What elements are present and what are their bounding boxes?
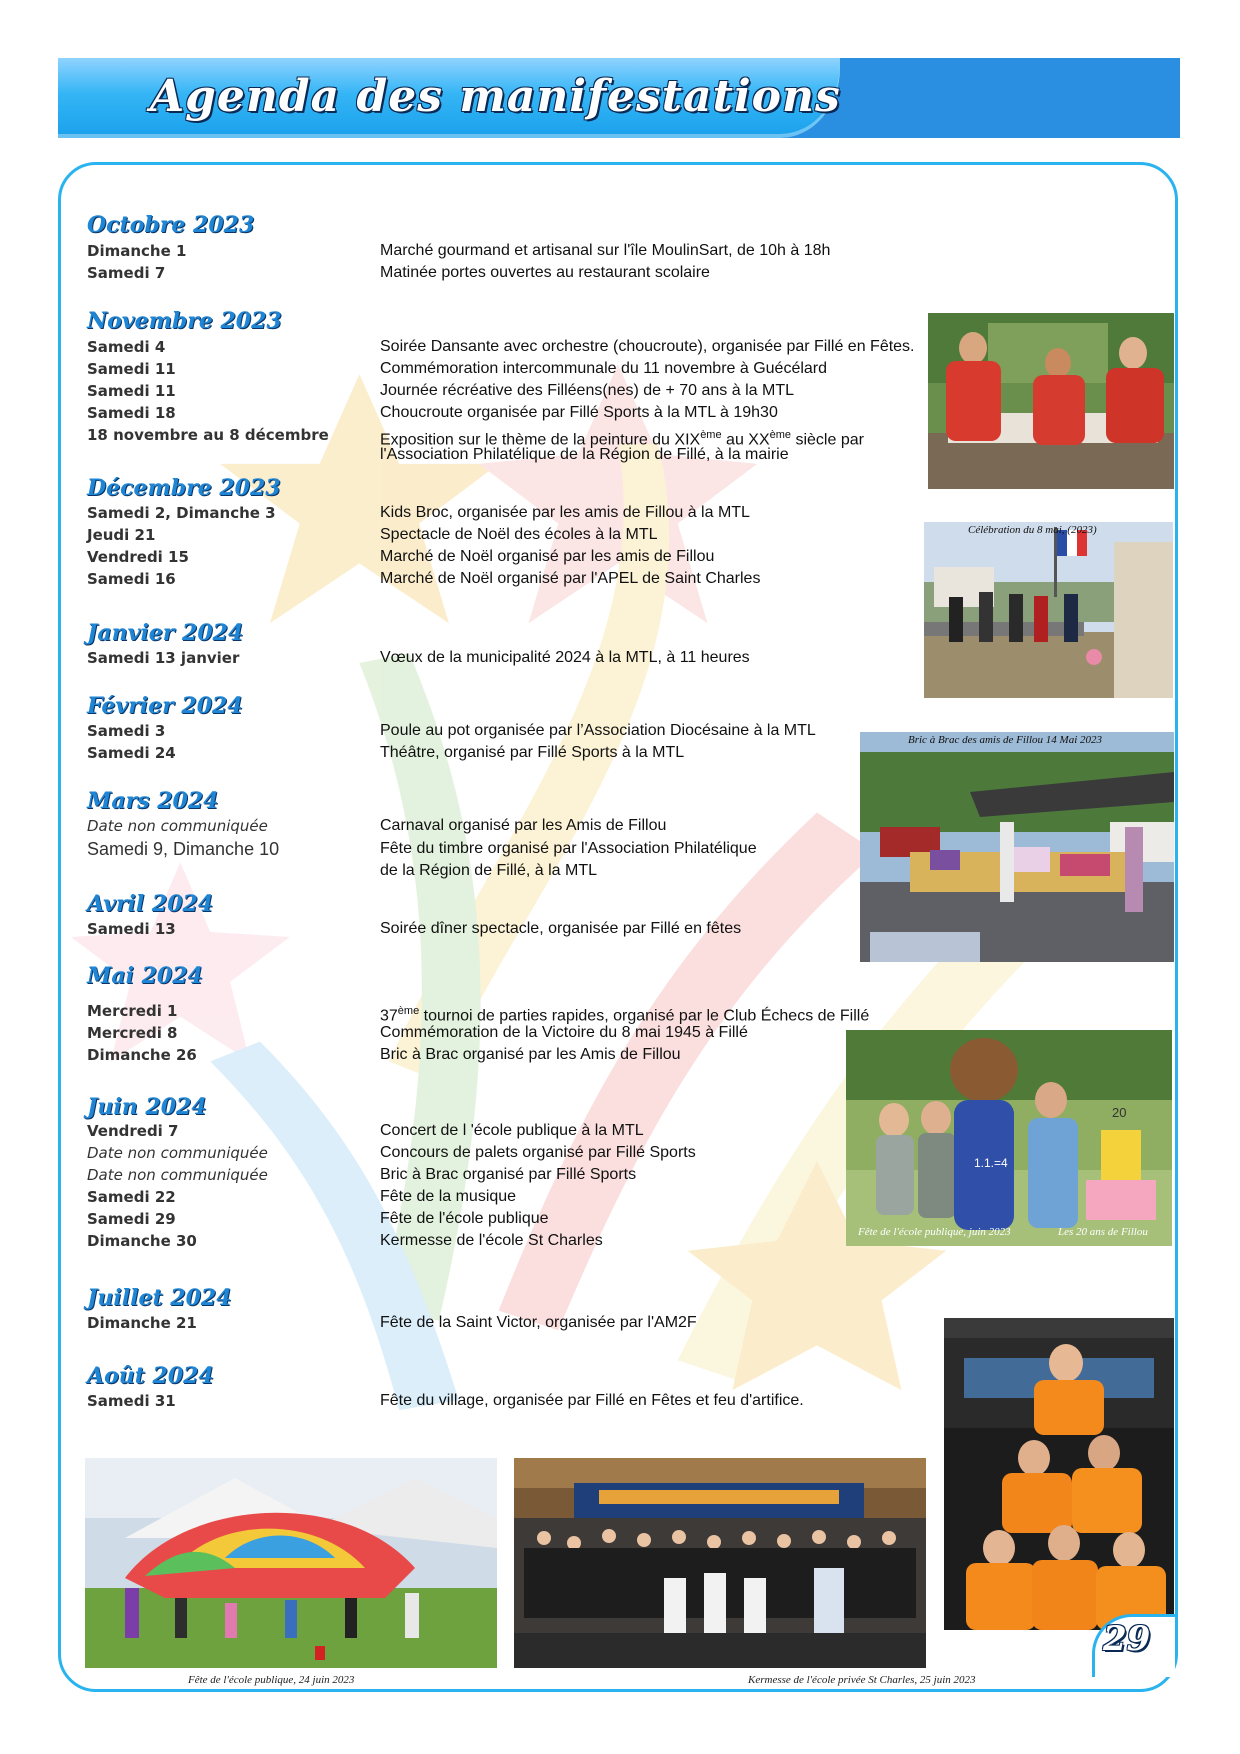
month-heading: Août 2024 [87, 1363, 214, 1389]
event-description: Kids Broc, organisée par les amis de Fillou à la MTL [380, 504, 750, 521]
event-description: Commémoration de la Victoire du 8 mai 1945 à Fillé [380, 1024, 748, 1041]
event-description: Marché de Noël organisé par les amis de Fillou [380, 548, 715, 565]
superscript: ème [700, 429, 722, 441]
event-description: Concours de palets organisé par Fillé Sports [380, 1144, 696, 1161]
event-text-part: 37 [380, 1007, 398, 1025]
event-date: Samedi 18 [87, 404, 176, 422]
photo-spectacle-enfants [944, 1318, 1174, 1630]
month-heading: Mai 2024 [87, 963, 203, 989]
caption-fillou-20-ans: Les 20 ans de Fillou [1058, 1226, 1148, 1238]
caption-fete-ecole: Fête de l'école publique, juin 2023 [858, 1226, 1011, 1238]
event-text-part: siècle par [791, 431, 864, 449]
event-description: Kermesse de l'école St Charles [380, 1232, 603, 1249]
event-description: Fête de l'école publique [380, 1210, 549, 1227]
event-date: Dimanche 26 [87, 1046, 197, 1064]
event-description: Choucroute organisée par Fillé Sports à la MTL à 19h30 [380, 404, 778, 421]
event-description: Théâtre, organisé par Fillé Sports à la MTL [380, 744, 685, 761]
event-description-line2: l'Association Philatélique de la Région de Fillé, à la mairie [380, 446, 789, 463]
photo-fete-ecole-fillou [846, 1030, 1172, 1246]
photo-kermesse-st-charles [514, 1458, 926, 1668]
event-description: Marché gourmand et artisanal sur l'île MoulinSart, de 10h à 18h [380, 242, 831, 259]
month-heading: Décembre 2023 [87, 475, 281, 501]
event-date: Samedi 11 [87, 382, 176, 400]
event-description: Fête de la Saint Victor, organisée par l'AM2F [380, 1314, 697, 1331]
month-heading: Octobre 2023 [87, 212, 255, 238]
event-description: Fête du timbre organisé par l'Association Philatélique [380, 840, 757, 857]
month-heading: Février 2024 [87, 693, 243, 719]
event-description: Matinée portes ouvertes au restaurant scolaire [380, 264, 710, 281]
event-date: Samedi 11 [87, 360, 176, 378]
caption-bottom-mid: Kermesse de l'école privée St Charles, 25 juin 2023 [748, 1674, 976, 1686]
event-date: Samedi 29 [87, 1210, 176, 1228]
bear-number: 1.1.=4 [974, 1156, 1008, 1170]
caption-bottom-left: Fête de l'école publique, 24 juin 2023 [188, 1674, 355, 1686]
event-date: Samedi 31 [87, 1392, 176, 1410]
event-date: Samedi 22 [87, 1188, 176, 1206]
event-date: Samedi 4 [87, 338, 166, 356]
photo-celebration-8-mai [924, 522, 1173, 698]
event-date: Samedi 2, Dimanche 3 [87, 504, 276, 522]
event-description: Spectacle de Noël des écoles à la MTL [380, 526, 658, 543]
month-heading: Juin 2024 [87, 1094, 207, 1120]
event-date: Samedi 24 [87, 744, 176, 762]
photo-parachute-game [85, 1458, 497, 1668]
page-title: Agenda des manifestations [150, 71, 841, 122]
event-description: Carnaval organisé par les Amis de Fillou [380, 817, 667, 834]
event-date: Date non communiquée [87, 817, 268, 835]
event-description-line2: de la Région de Fillé, à la MTL [380, 862, 597, 879]
event-description: Bric à Brac organisé par les Amis de Fillou [380, 1046, 681, 1063]
event-description: Bric à Brac organisé par Fillé Sports [380, 1166, 637, 1183]
event-date: Date non communiquée [87, 1166, 268, 1184]
month-heading: Juillet 2024 [87, 1285, 232, 1311]
event-date: Vendredi 15 [87, 548, 189, 566]
event-date: Dimanche 21 [87, 1314, 197, 1332]
event-date: Samedi 7 [87, 264, 166, 282]
caption-bric-a-brac: Bric à Brac des amis de Fillou 14 Mai 2023 [908, 734, 1103, 746]
event-description: Poule au pot organisée par l’Association Diocésaine à la MTL [380, 722, 816, 739]
page-number: 29 [1103, 1619, 1151, 1659]
event-description: Journée récréative des Filléens(nes) de + 70 ans à la MTL [380, 382, 794, 399]
page-number-tab [1092, 1614, 1175, 1677]
month-heading: Mars 2024 [87, 788, 219, 814]
event-description: Concert de l 'école publique à la MTL [380, 1122, 644, 1139]
superscript: ème [397, 1005, 420, 1017]
event-date: Mercredi 8 [87, 1024, 178, 1042]
event-description: Vœux de la municipalité 2024 à la MTL, à 11 heures [380, 649, 750, 666]
event-description: Soirée Dansante avec orchestre (choucroute), organisée par Fillé en Fêtes. [380, 338, 915, 355]
event-date: Samedi 9, Dimanche 10 [87, 839, 280, 859]
event-description: Fête du village, organisée par Fillé en Fêtes et feu d'artifice. [380, 1392, 804, 1409]
month-heading: Avril 2024 [87, 891, 214, 917]
photo-bric-a-brac [860, 732, 1174, 962]
month-heading: Janvier 2024 [87, 620, 244, 646]
event-date: Dimanche 1 [87, 242, 187, 260]
event-text-part: au XX [721, 431, 770, 449]
event-description: Soirée dîner spectacle, organisée par Fillé en fêtes [380, 920, 742, 937]
event-description: Fête de la musique [380, 1188, 517, 1205]
event-text-part: tournoi de parties rapides, organisé par le Club Échecs de Fillé [419, 1007, 870, 1025]
event-description: Marché de Noël organisé par l'APEL de Saint Charles [380, 570, 761, 587]
event-text-part: Exposition sur le thème de la peinture du XIX [380, 431, 701, 449]
event-date: Samedi 3 [87, 722, 166, 740]
caption-celebration: Célébration du 8 mai, (2023) [968, 524, 1097, 536]
event-date: Jeudi 21 [87, 526, 156, 544]
event-description: Commémoration intercommunale du 11 novembre à Guécélard [380, 360, 828, 377]
event-date: Samedi 13 [87, 920, 176, 938]
event-date: Date non communiquée [87, 1144, 268, 1162]
photo-fille-en-fetes [928, 313, 1174, 489]
event-date: Samedi 16 [87, 570, 176, 588]
event-date: 18 novembre au 8 décembre [87, 426, 329, 444]
cake-number: 20 [1112, 1105, 1127, 1120]
event-date: Vendredi 7 [87, 1122, 179, 1140]
event-date: Samedi 13 janvier [87, 649, 240, 667]
event-date: Mercredi 1 [87, 1002, 178, 1020]
month-heading: Novembre 2023 [87, 308, 282, 334]
event-date: Dimanche 30 [87, 1232, 197, 1250]
superscript: ème [769, 429, 792, 441]
